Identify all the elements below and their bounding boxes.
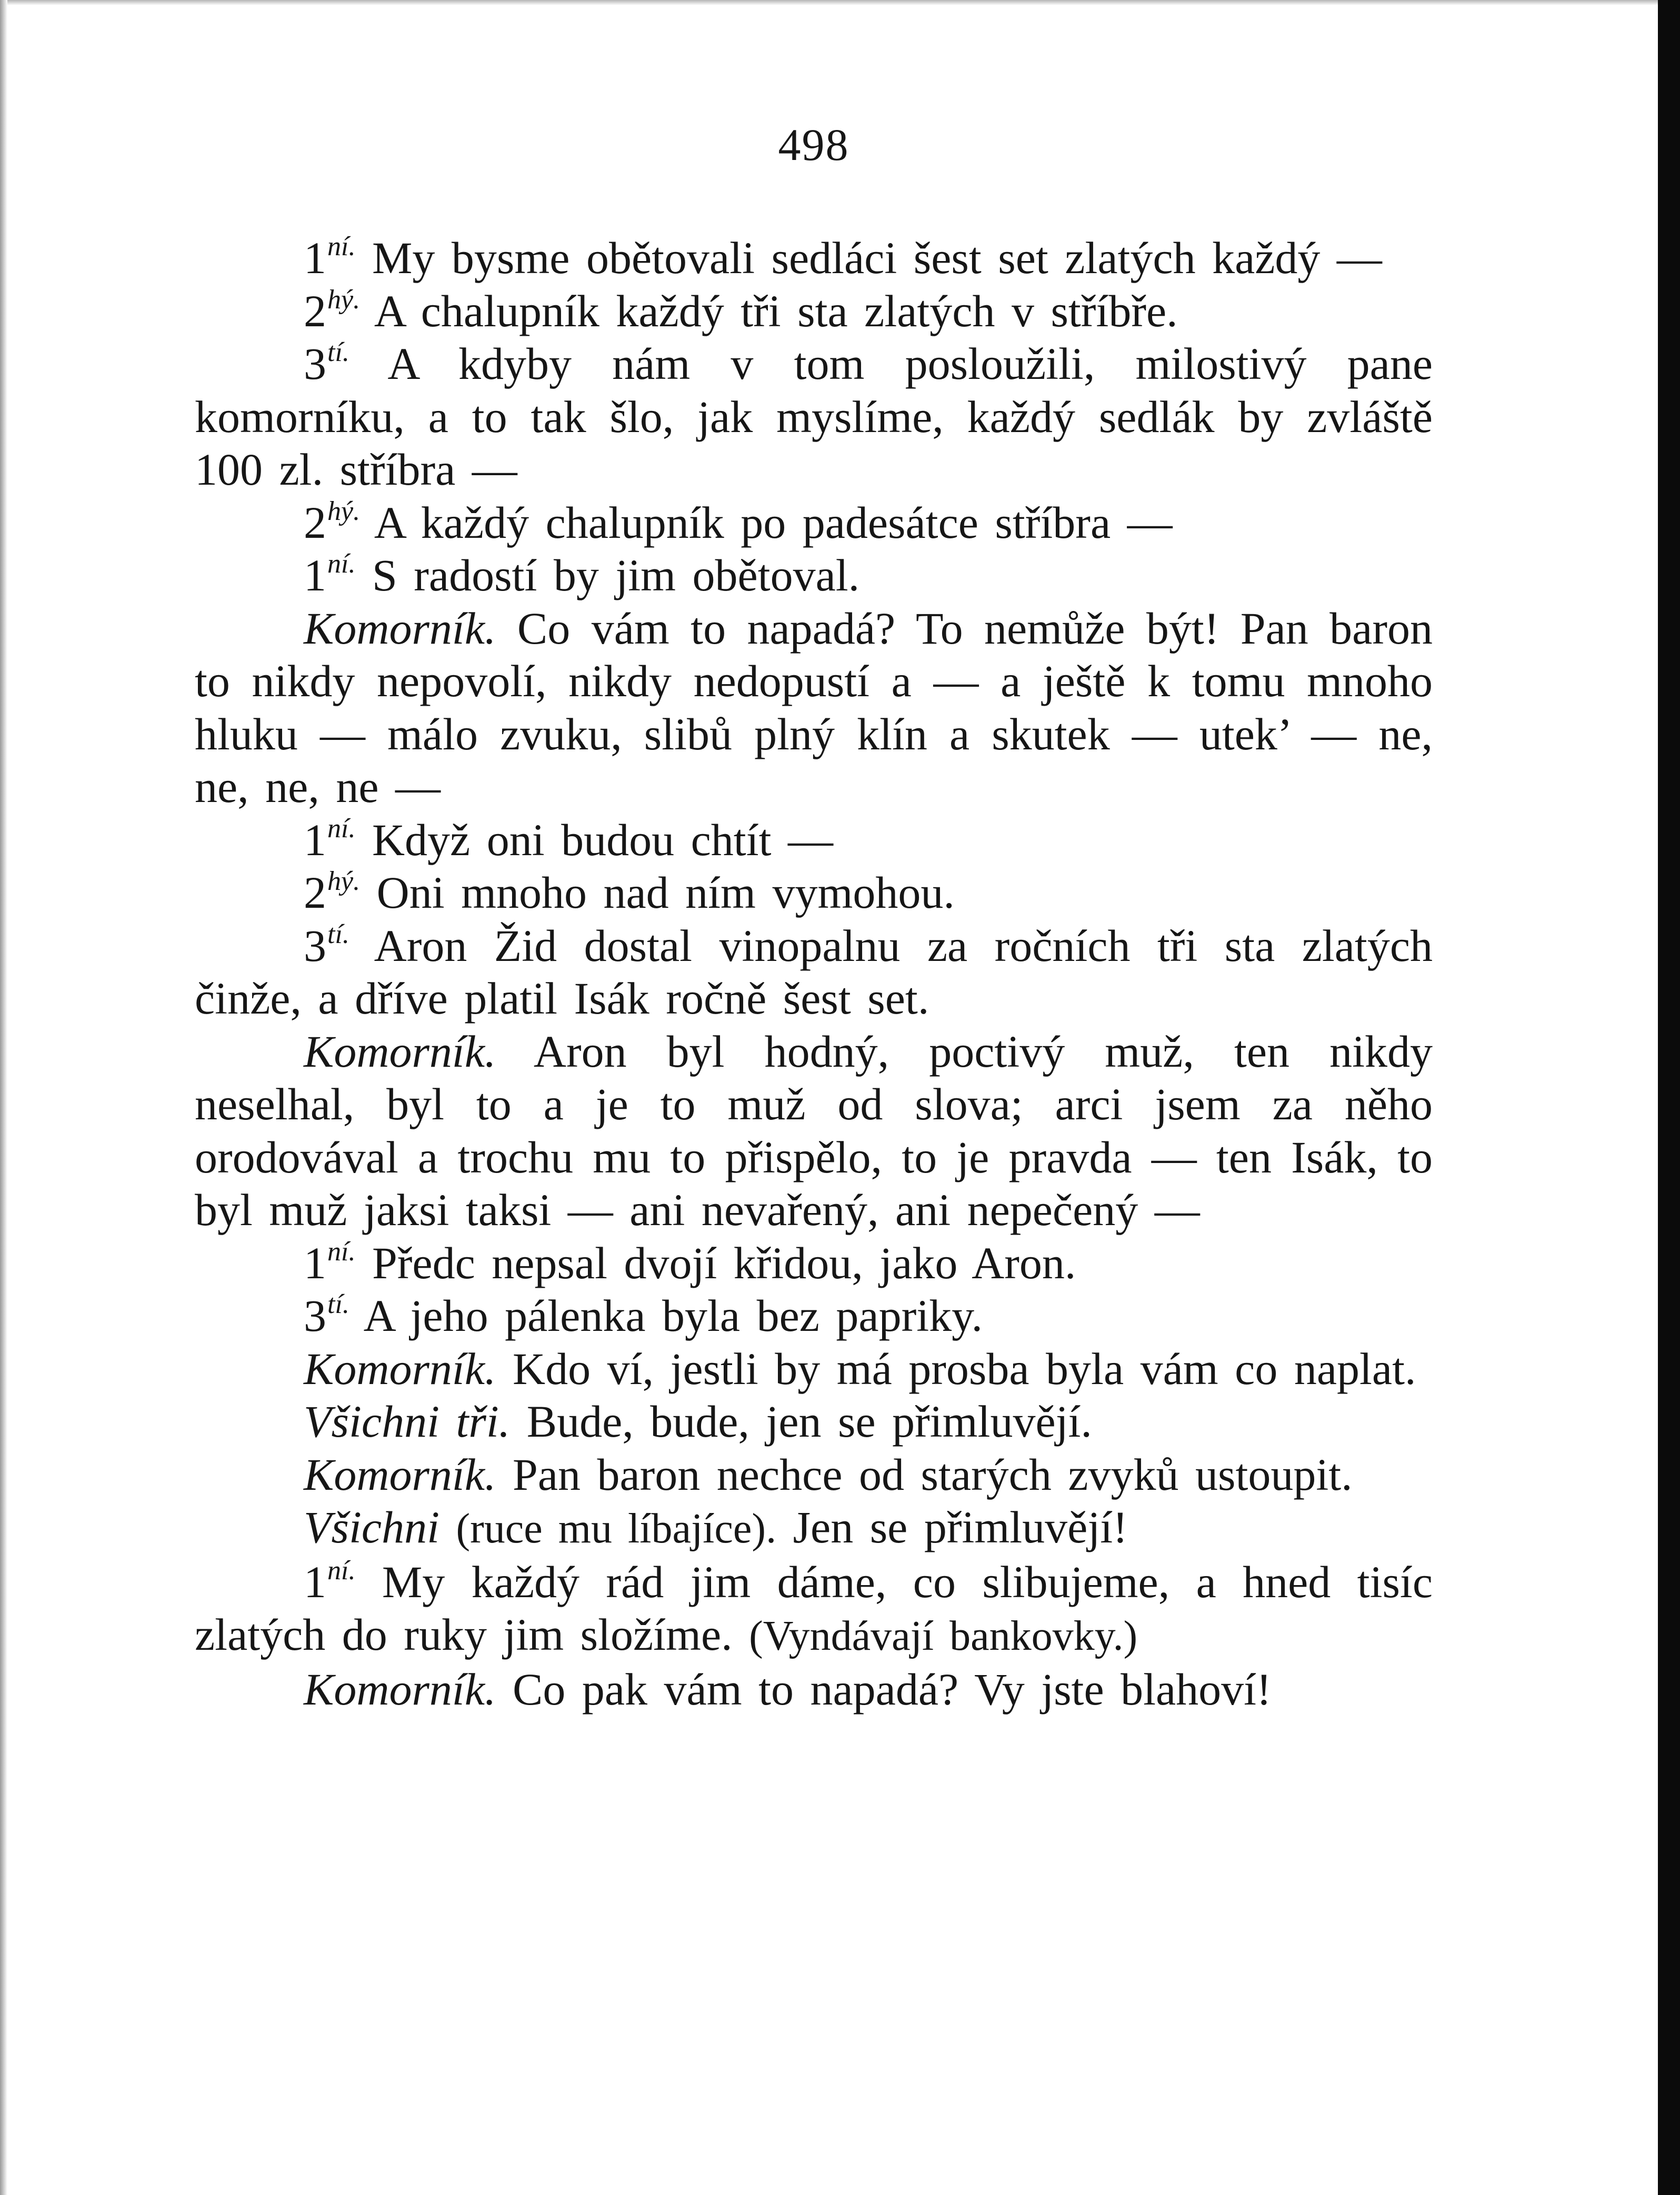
dialogue-text: My každý rád jim dáme, co slibujeme, a hned tisíc zlatých do ruky jim složíme. [195,1556,1433,1660]
speaker-number: $1^{ní.}$ [304,1236,356,1288]
dialogue-text: A jeho pálenka byla bez papriky. [363,1290,983,1341]
speaker-name: Všichni [304,1502,439,1552]
speaker-name: Komorník. [304,1343,496,1394]
dialogue-line [195,1342,1433,1396]
dialogue-text: My bysme obětovali sedláci šest set zlatých každý — [372,233,1382,283]
dialogue-line [195,814,1433,867]
dialogue-line [195,1448,1433,1501]
speaker-name: Komorník. [304,1663,496,1715]
dialogue-line [195,919,1433,1025]
speaker-number: $1^{ní.}$ [304,1555,356,1607]
dialogue-line [195,337,1433,496]
speaker-name: Komorník. [304,603,496,654]
dialogue-text: Co pak vám to napadá? Vy jste blahoví! [513,1663,1272,1715]
dialogue-line [195,1289,1433,1342]
dialogue-line [195,496,1433,549]
speaker-number: $3^{tí.}$ [304,1289,349,1341]
scan-edge-left [0,0,7,2195]
dialogue-line [195,1663,1433,1716]
dialogue-text: S radostí by jim obětoval. [372,550,860,600]
dialogue-line [195,232,1433,285]
speaker-number: $1^{ní.}$ [304,813,356,865]
book-page [195,118,1433,1716]
dialogue-line [195,1025,1433,1237]
dialogue-text: A chalupník každý tři sta zlatých v stříbře. [374,285,1178,336]
scan-edge-top [0,0,1658,5]
speaker-number: $1^{ní.}$ [304,232,356,283]
dialogue-text: Předc nepsal dvojí křidou, jako Aron. [372,1237,1076,1288]
dialogue-line [195,1395,1433,1448]
speaker-name: Komorník. [304,1026,496,1077]
dialogue-text: A každý chalupník po padesátce stříbra — [374,497,1173,548]
dialogue-text: Aron Žid dostal vinopalnu za ročních tři sta zlatých činže, a dříve platil Isák ročně šest set. [195,920,1433,1024]
dialogue-text: Jen se přimluvějí! [793,1502,1128,1552]
scan-edge-right [1658,0,1680,2195]
dialogue-text: Bude, bude, jen se přimluvějí. [526,1396,1092,1447]
dialogue-line [195,866,1433,919]
dialogue-text: Co vám to napadá? To nemůže být! Pan baron to nikdy nepovolí, nikdy nedopustí a — a ještě k tomu mnoho hluku — málo zvuku, slibů plný klín a skutek — utek’ — ne, ne, ne, ne — [195,603,1433,812]
dialogue-text: Oni mnoho nad ním vymohou. [376,867,955,918]
dialogue-line [195,1501,1433,1556]
speaker-name: Komorník. [304,1449,496,1500]
speaker-number: $3^{tí.}$ [304,337,349,389]
speaker-number: $2^{hý.}$ [304,866,361,918]
dialogue-text: Pan baron nechce od starých zvyků ustoupit. [513,1449,1353,1500]
speaker-number: $2^{hý.}$ [304,496,361,548]
dialogue-line [195,285,1433,338]
stage-direction: (ruce mu líbajíce). [456,1506,777,1552]
page-number: 498 [778,119,849,170]
speaker-number: $2^{hý.}$ [304,284,361,336]
dialogue-line [195,1237,1433,1290]
dialogue-line [195,1556,1433,1663]
dialogue-line [195,602,1433,814]
dialogue-text: Kdo ví, jestli by má prosba byla vám co naplat. [513,1343,1416,1394]
dialogue-text: Aron byl hodný, poctivý muž, ten nikdy neselhal, byl to a je to muž od slova; arci jsem za něho orodovával a trochu mu to přispělo, to je pravda — ten Isák, to byl muž jaksi taksi — ani nevařený, ani nepečený — [195,1026,1433,1235]
dialogue-text: Když oni budou chtít — [372,814,833,865]
stage-direction: (Vyndávají bankovky.) [749,1613,1138,1659]
speaker-number: $3^{tí.}$ [304,919,349,971]
speaker-number: $1^{ní.}$ [304,549,356,600]
dialogue-text: A kdyby nám v tom posloužili, milostivý pane komorníku, a to tak šlo, jak myslíme, každý sedlák by zvláště 100 zl. stříbra — [195,338,1433,495]
speaker-name: Všichni tři. [304,1396,511,1447]
dialogue-line [195,549,1433,602]
